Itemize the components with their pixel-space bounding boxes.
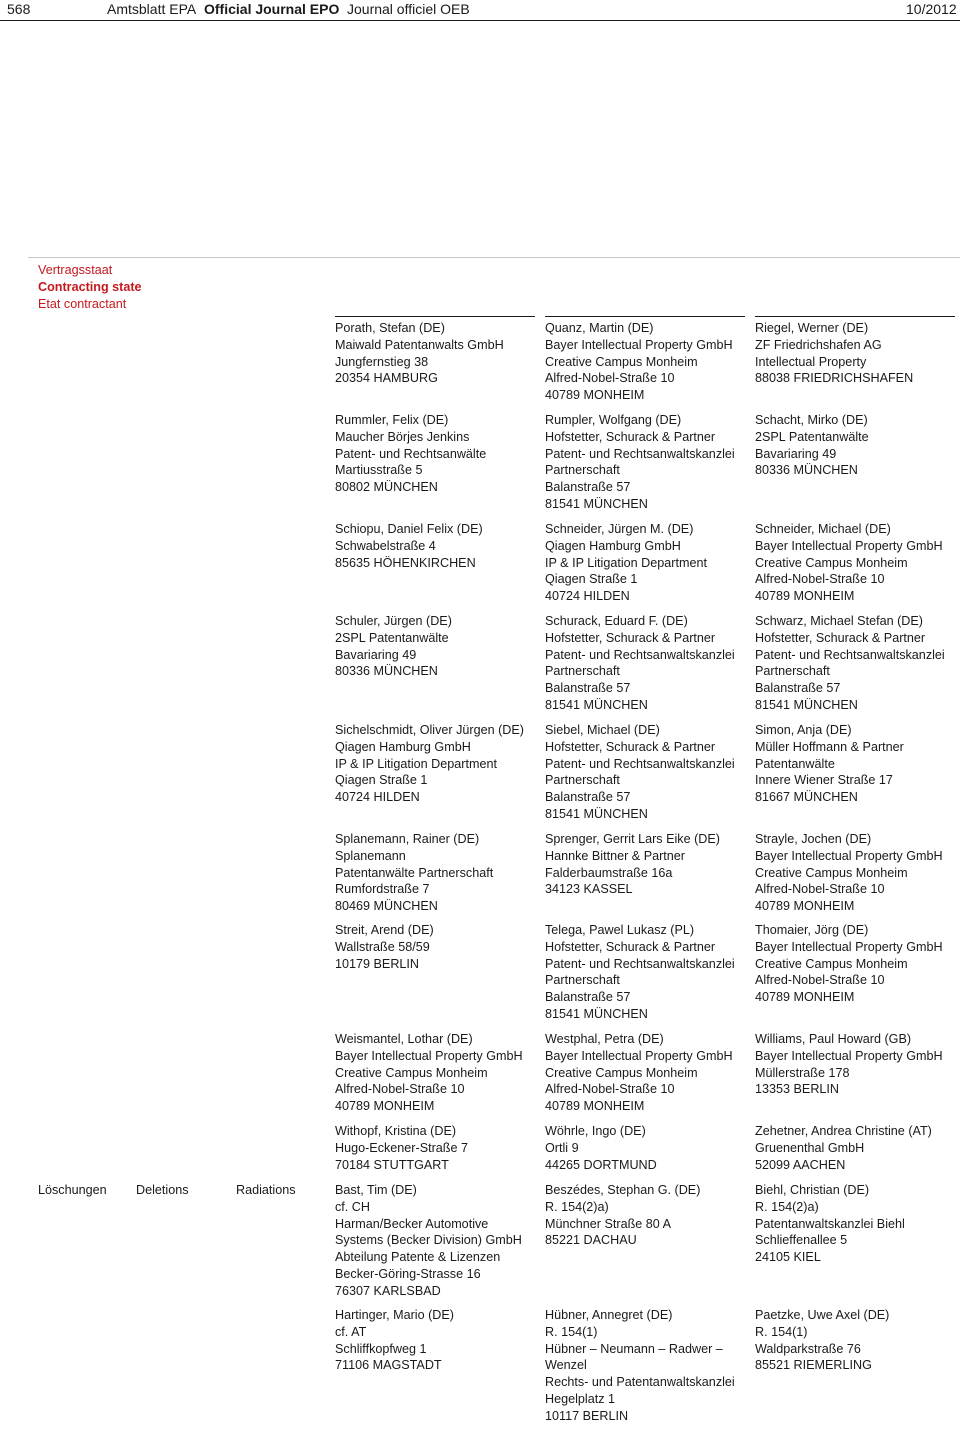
- representative-name: Quanz, Martin (DE): [545, 321, 654, 335]
- address-line: Alfred-Nobel-Straße 10: [545, 1082, 675, 1097]
- deletions-label-de: Löschungen: [38, 1183, 107, 1197]
- address-line: 85221 DACHAU: [545, 1233, 637, 1248]
- address-line: Balanstraße 57: [755, 681, 841, 696]
- column-rule-3: [755, 316, 955, 317]
- representative-name: Wöhrle, Ingo (DE): [545, 1124, 646, 1138]
- address-line: cf. CH: [335, 1199, 370, 1214]
- address-line: 81541 MÜNCHEN: [545, 1006, 648, 1021]
- representative-entry: [755, 1031, 943, 1098]
- representative-name: Biehl, Christian (DE): [755, 1183, 870, 1197]
- section-title-en: Contracting state: [38, 279, 142, 294]
- address-line: Balanstraße 57: [545, 990, 631, 1005]
- address-line: R. 154(1): [545, 1324, 598, 1339]
- address-line: 80802 MÜNCHEN: [335, 480, 438, 495]
- address-line: Partnerschaft: [755, 664, 830, 679]
- address-line: 71106 MAGSTADT: [335, 1358, 442, 1373]
- address-line: Alfred-Nobel-Straße 10: [755, 882, 885, 897]
- address-line: Schwabelstraße 4: [335, 538, 436, 553]
- address-line: Hübner – Neumann – Radwer –: [545, 1341, 723, 1356]
- representative-entry: [545, 613, 735, 714]
- address-line: Creative Campus Monheim: [335, 1065, 488, 1080]
- address-line: cf. AT: [335, 1324, 367, 1339]
- address-line: Qiagen Hamburg GmbH: [335, 739, 471, 754]
- representative-name: Schneider, Jürgen M. (DE): [545, 522, 694, 536]
- address-line: 80469 MÜNCHEN: [335, 899, 438, 914]
- representative-entry: [545, 722, 735, 823]
- address-line: 44265 DORTMUND: [545, 1157, 657, 1172]
- address-line: 81541 MÜNCHEN: [755, 697, 858, 712]
- address-line: Waldparkstraße 76: [755, 1341, 861, 1356]
- representative-name: Streit, Arend (DE): [335, 923, 434, 937]
- representative-entry: [335, 922, 434, 972]
- column-rule-2: [545, 316, 745, 317]
- address-line: ZF Friedrichshafen AG: [755, 337, 882, 352]
- representative-entry: [545, 412, 735, 513]
- representative-name: Siebel, Michael (DE): [545, 723, 660, 737]
- address-line: Schlieffenallee 5: [755, 1233, 848, 1248]
- representative-name: Simon, Anja (DE): [755, 723, 852, 737]
- page-number: 568: [7, 1, 31, 17]
- address-line: 80336 MÜNCHEN: [755, 463, 858, 478]
- address-line: Jungfernstieg 38: [335, 354, 429, 369]
- address-line: Creative Campus Monheim: [755, 956, 908, 971]
- representative-entry: [335, 613, 452, 680]
- address-line: Patentanwaltskanzlei Biehl: [755, 1216, 905, 1231]
- representative-entry: [755, 922, 943, 1006]
- representative-name: Rummler, Felix (DE): [335, 413, 449, 427]
- address-line: 81667 MÜNCHEN: [755, 790, 858, 805]
- representative-entry: [545, 1031, 733, 1115]
- section-divider: [28, 257, 960, 258]
- address-line: 40789 MONHEIM: [755, 589, 855, 604]
- representative-entry: [755, 1182, 905, 1266]
- address-line: Creative Campus Monheim: [545, 1065, 698, 1080]
- representative-entry: [335, 1307, 454, 1374]
- address-line: 40789 MONHEIM: [545, 388, 645, 403]
- deletions-label-fr: Radiations: [236, 1183, 296, 1197]
- address-line: Maucher Börjes Jenkins: [335, 429, 470, 444]
- address-line: Balanstraße 57: [545, 790, 631, 805]
- address-line: 81541 MÜNCHEN: [545, 697, 648, 712]
- address-line: Patent- und Rechtsanwälte: [335, 446, 487, 461]
- representative-entry: [755, 722, 904, 806]
- address-line: IP & IP Litigation Department: [335, 756, 497, 771]
- representative-entry: [545, 831, 720, 898]
- address-line: 10117 BERLIN: [545, 1408, 629, 1423]
- representative-name: Sprenger, Gerrit Lars Eike (DE): [545, 832, 720, 846]
- address-line: Alfred-Nobel-Straße 10: [755, 973, 885, 988]
- address-line: Bayer Intellectual Property GmbH: [545, 1048, 733, 1063]
- address-line: 40789 MONHEIM: [335, 1099, 435, 1114]
- address-line: Patent- und Rechtsanwaltskanzlei: [545, 446, 735, 461]
- address-line: Müllerstraße 178: [755, 1065, 850, 1080]
- address-line: Gruenenthal GmbH: [755, 1140, 865, 1155]
- address-line: R. 154(1): [755, 1324, 808, 1339]
- representative-name: Withopf, Kristina (DE): [335, 1124, 457, 1138]
- journal-title-en: Official Journal EPO: [204, 1, 340, 17]
- representative-entry: [545, 922, 735, 1023]
- address-line: Bavariaring 49: [755, 446, 837, 461]
- address-line: Harman/Becker Automotive: [335, 1216, 489, 1231]
- representative-name: Paetzke, Uwe Axel (DE): [755, 1308, 890, 1322]
- representative-name: Hartinger, Mario (DE): [335, 1308, 454, 1322]
- representative-name: Rumpler, Wolfgang (DE): [545, 413, 682, 427]
- address-line: Alfred-Nobel-Straße 10: [335, 1082, 465, 1097]
- address-line: Hofstetter, Schurack & Partner: [545, 429, 716, 444]
- representative-name: Westphal, Petra (DE): [545, 1032, 664, 1046]
- address-line: Bayer Intellectual Property GmbH: [755, 939, 943, 954]
- address-line: 52099 AACHEN: [755, 1157, 846, 1172]
- column-rule-1: [335, 316, 535, 317]
- address-line: R. 154(2)a): [755, 1199, 819, 1214]
- address-line: Innere Wiener Straße 17: [755, 773, 893, 788]
- representative-entry: [335, 1182, 522, 1300]
- address-line: Wenzel: [545, 1358, 587, 1373]
- address-line: Bayer Intellectual Property GmbH: [755, 1048, 943, 1063]
- address-line: 76307 KARLSBAD: [335, 1283, 441, 1298]
- address-line: 85521 RIEMERLING: [755, 1358, 872, 1373]
- representative-name: Schwarz, Michael Stefan (DE): [755, 614, 923, 628]
- address-line: Hofstetter, Schurack & Partner: [545, 739, 716, 754]
- representative-entry: [545, 1182, 700, 1249]
- address-line: 40789 MONHEIM: [545, 1099, 645, 1114]
- address-line: Creative Campus Monheim: [755, 555, 908, 570]
- representative-name: Schneider, Michael (DE): [755, 522, 891, 536]
- address-line: Falderbaumstraße 16a: [545, 865, 673, 880]
- address-line: Maiwald Patentanwalts GmbH: [335, 337, 504, 352]
- address-line: Hofstetter, Schurack & Partner: [755, 630, 926, 645]
- page-header: [0, 0, 960, 20]
- address-line: 10179 BERLIN: [335, 956, 420, 971]
- address-line: Partnerschaft: [545, 664, 620, 679]
- header-rule: [0, 20, 960, 21]
- representative-name: Schiopu, Daniel Felix (DE): [335, 522, 483, 536]
- representative-entry: [335, 521, 483, 571]
- address-line: Creative Campus Monheim: [545, 354, 698, 369]
- representative-entry: [755, 412, 869, 479]
- address-line: Bayer Intellectual Property GmbH: [755, 848, 943, 863]
- address-line: Bayer Intellectual Property GmbH: [335, 1048, 523, 1063]
- address-line: 2SPL Patentanwälte: [335, 630, 449, 645]
- representative-entry: [335, 831, 493, 915]
- address-line: Intellectual Property: [755, 354, 867, 369]
- address-line: Systems (Becker Division) GmbH: [335, 1233, 522, 1248]
- representative-name: Zehetner, Andrea Christine (AT): [755, 1124, 932, 1138]
- representative-name: Weismantel, Lothar (DE): [335, 1032, 473, 1046]
- address-line: Hofstetter, Schurack & Partner: [545, 630, 716, 645]
- address-line: Martiusstraße 5: [335, 463, 423, 478]
- representative-entry: [755, 1123, 932, 1173]
- address-line: 13353 BERLIN: [755, 1082, 840, 1097]
- address-line: Partnerschaft: [545, 773, 620, 788]
- representative-name: Strayle, Jochen (DE): [755, 832, 872, 846]
- address-line: Qiagen Hamburg GmbH: [545, 538, 681, 553]
- address-line: Balanstraße 57: [545, 480, 631, 495]
- representative-entry: [335, 412, 486, 496]
- address-line: Patent- und Rechtsanwaltskanzlei: [545, 647, 735, 662]
- address-line: 88038 FRIEDRICHSHAFEN: [755, 371, 914, 386]
- address-line: Patent- und Rechtsanwaltskanzlei: [755, 647, 945, 662]
- address-line: Wallstraße 58/59: [335, 939, 430, 954]
- representative-entry: [335, 1031, 523, 1115]
- address-line: Alfred-Nobel-Straße 10: [755, 572, 885, 587]
- address-line: Alfred-Nobel-Straße 10: [545, 371, 675, 386]
- representative-name: Hübner, Annegret (DE): [545, 1308, 673, 1322]
- journal-title-de: Amtsblatt EPA: [107, 1, 197, 17]
- representative-entry: [335, 722, 524, 806]
- address-line: Patent- und Rechtsanwaltskanzlei: [545, 956, 735, 971]
- address-line: Münchner Straße 80 A: [545, 1216, 672, 1231]
- address-line: Balanstraße 57: [545, 681, 631, 696]
- representative-entry: [755, 1307, 889, 1374]
- issue-number: 10/2012: [906, 1, 957, 17]
- representative-entry: [755, 320, 913, 387]
- address-line: 40789 MONHEIM: [755, 990, 855, 1005]
- address-line: Partnerschaft: [545, 973, 620, 988]
- address-line: Hannke Bittner & Partner: [545, 848, 686, 863]
- address-line: 2SPL Patentanwälte: [755, 429, 869, 444]
- section-title-de: Vertragsstaat: [38, 263, 113, 277]
- representative-entry: [335, 1123, 468, 1173]
- representative-entry: [545, 1123, 657, 1173]
- address-line: Rumfordstraße 7: [335, 882, 430, 897]
- address-line: 81541 MÜNCHEN: [545, 496, 648, 511]
- address-line: 24105 KIEL: [755, 1250, 821, 1265]
- representative-entry: [755, 521, 943, 605]
- journal-title-fr: Journal officiel OEB: [347, 1, 470, 17]
- representative-name: Schacht, Mirko (DE): [755, 413, 868, 427]
- address-line: 34123 KASSEL: [545, 882, 633, 897]
- representative-name: Riegel, Werner (DE): [755, 321, 869, 335]
- address-line: Becker-Göring-Strasse 16: [335, 1266, 481, 1281]
- address-line: Abteilung Patente & Lizenzen: [335, 1250, 501, 1265]
- representative-name: Williams, Paul Howard (GB): [755, 1032, 912, 1046]
- address-line: Hegelplatz 1: [545, 1391, 616, 1406]
- address-line: R. 154(2)a): [545, 1199, 609, 1214]
- representative-name: Schuler, Jürgen (DE): [335, 614, 452, 628]
- address-line: Patentanwälte Partnerschaft: [335, 865, 494, 880]
- address-line: Schliffkopfweg 1: [335, 1341, 427, 1356]
- address-line: Bayer Intellectual Property GmbH: [545, 337, 733, 352]
- representative-entry: [545, 521, 707, 605]
- representative-name: Beszédes, Stephan G. (DE): [545, 1183, 701, 1197]
- address-line: IP & IP Litigation Department: [545, 555, 707, 570]
- representative-name: Porath, Stefan (DE): [335, 321, 445, 335]
- address-line: Bavariaring 49: [335, 647, 417, 662]
- address-line: Qiagen Straße 1: [335, 773, 428, 788]
- address-line: 80336 MÜNCHEN: [335, 664, 438, 679]
- address-line: Patent- und Rechtsanwaltskanzlei: [545, 756, 735, 771]
- address-line: 70184 STUTTGART: [335, 1157, 449, 1172]
- representative-entry: [545, 1307, 735, 1425]
- address-line: 40724 HILDEN: [335, 790, 420, 805]
- address-line: Creative Campus Monheim: [755, 865, 908, 880]
- address-line: 40724 HILDEN: [545, 589, 630, 604]
- representative-name: Splanemann, Rainer (DE): [335, 832, 480, 846]
- address-line: Partnerschaft: [545, 463, 620, 478]
- representative-name: Telega, Pawel Lukasz (PL): [545, 923, 695, 937]
- representative-entry: [335, 320, 504, 387]
- representative-entry: [545, 320, 733, 404]
- deletions-label-en: Deletions: [136, 1183, 189, 1197]
- representative-entry: [755, 831, 943, 915]
- contracting-state-heading: [38, 262, 142, 312]
- address-line: Rechts- und Patentanwaltskanzlei: [545, 1375, 735, 1390]
- address-line: Ortli 9: [545, 1140, 579, 1155]
- address-line: 81541 MÜNCHEN: [545, 806, 648, 821]
- representative-name: Sichelschmidt, Oliver Jürgen (DE): [335, 723, 524, 737]
- representative-entry: [755, 613, 945, 714]
- address-line: Hofstetter, Schurack & Partner: [545, 939, 716, 954]
- address-line: 20354 HAMBURG: [335, 371, 438, 386]
- address-line: Splanemann: [335, 848, 406, 863]
- address-line: 40789 MONHEIM: [755, 899, 855, 914]
- representative-name: Schurack, Eduard F. (DE): [545, 614, 688, 628]
- address-line: Patentanwälte: [755, 756, 835, 771]
- address-line: Müller Hoffmann & Partner: [755, 739, 904, 754]
- address-line: Qiagen Straße 1: [545, 572, 638, 587]
- address-line: Bayer Intellectual Property GmbH: [755, 538, 943, 553]
- representative-name: Bast, Tim (DE): [335, 1183, 417, 1197]
- address-line: 85635 HÖHENKIRCHEN: [335, 555, 476, 570]
- representative-name: Thomaier, Jörg (DE): [755, 923, 869, 937]
- section-title-fr: Etat contractant: [38, 296, 127, 311]
- address-line: Hugo-Eckener-Straße 7: [335, 1140, 468, 1155]
